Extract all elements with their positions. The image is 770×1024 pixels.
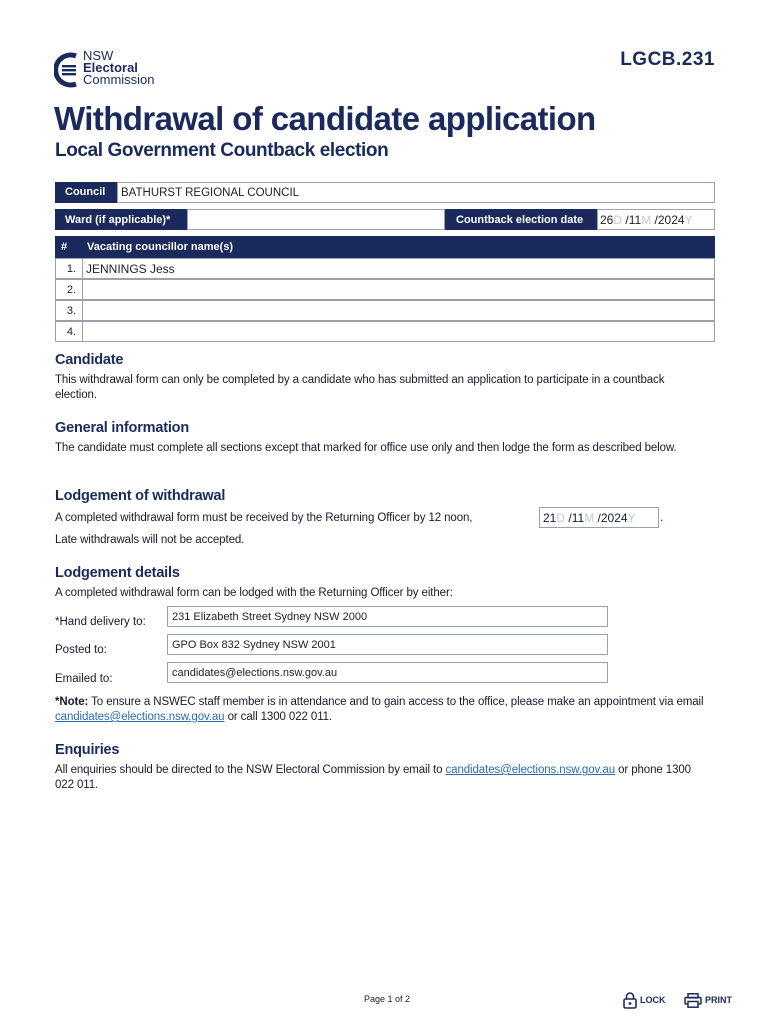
councillor-name-input[interactable]: JENNINGS Jess	[82, 258, 715, 279]
posted-to-input[interactable]: GPO Box 832 Sydney NSW 2001	[167, 634, 608, 655]
deadline-year-ghost: Y	[627, 511, 636, 525]
logo-line-3: Commission	[83, 72, 155, 87]
printer-icon	[684, 993, 702, 1008]
note-label: *Note:	[55, 696, 89, 708]
deadline-day-ghost: D	[556, 511, 566, 525]
deadline-month-ghost: M	[584, 511, 595, 525]
deadline-day: 21	[543, 511, 557, 525]
deadline-sep-1: /	[568, 511, 572, 525]
late-withdrawal-text: Late withdrawals will not be accepted.	[55, 534, 245, 546]
withdrawal-deadline-date-input[interactable]	[539, 507, 659, 528]
table-row	[55, 258, 715, 279]
table-row	[55, 300, 715, 321]
countback-day: 26	[600, 213, 614, 227]
candidate-heading: Candidate	[55, 352, 124, 368]
councillor-name-input[interactable]	[82, 279, 715, 300]
print-label: PRINT	[705, 995, 732, 1005]
table-header-name: Vacating councillor name(s)	[87, 241, 234, 253]
table-row	[55, 279, 715, 300]
ward-label: Ward (if applicable)*	[55, 209, 187, 230]
table-header-number: #	[61, 241, 68, 253]
lock-label: LOCK	[640, 995, 666, 1005]
countback-sep-2: /	[654, 213, 658, 227]
nswec-logo	[54, 50, 174, 92]
councillor-name-input[interactable]	[82, 300, 715, 321]
lodgement-note	[55, 695, 705, 725]
hand-delivery-input[interactable]: 231 Elizabeth Street Sydney NSW 2000	[167, 606, 608, 627]
hand-delivery-label: *Hand delivery to:	[55, 616, 146, 628]
row-number: 4.	[55, 321, 82, 342]
table-row	[55, 321, 715, 342]
emailed-to-input[interactable]: candidates@elections.nsw.gov.au	[167, 662, 608, 683]
countback-date-input[interactable]	[597, 209, 715, 230]
lodgement-deadline-text: A completed withdrawal form must be received by the Returning Officer by 12 noon,	[55, 512, 473, 524]
candidate-text: This withdrawal form can only be completed by a candidate who has submitted an application to participate in a countback election.	[55, 374, 665, 401]
print-button[interactable]	[684, 990, 732, 1010]
nswec-logo-icon	[54, 52, 80, 88]
general-info-heading: General information	[55, 420, 189, 436]
lock-button[interactable]	[623, 990, 666, 1010]
enquiries-text-after: or phone 1300 022 011.	[55, 764, 691, 791]
lodgement-details-intro: A completed withdrawal form can be lodged with the Returning Officer by either:	[55, 587, 453, 599]
emailed-to-label: Emailed to:	[55, 673, 113, 685]
logo-line-1: NSW	[83, 48, 114, 63]
deadline-sep-2: /	[597, 511, 601, 525]
council-label: Council	[55, 182, 117, 203]
row-number: 2.	[55, 279, 82, 300]
row-number: 1.	[55, 258, 82, 279]
countback-year: 2024	[657, 213, 685, 227]
countback-month-ghost: M	[641, 213, 652, 227]
note-text: To ensure a NSWEC staff member is in attendance and to gain access to the office, please make an appointment via email	[88, 696, 704, 708]
note-email-link[interactable]: candidates@elections.nsw.gov.au	[55, 711, 225, 723]
lodgement-details-heading: Lodgement details	[55, 565, 180, 581]
enquiries-text	[55, 763, 705, 793]
page-number: Page 1 of 2	[364, 994, 411, 1004]
enquiries-text-before: All enquiries should be directed to the NSW Electoral Commission by email to	[55, 764, 446, 776]
countback-year-ghost: Y	[684, 213, 693, 227]
logo-wordmark	[83, 50, 155, 86]
councillor-name-input[interactable]	[82, 321, 715, 342]
page-subtitle: Local Government Countback election	[55, 140, 389, 161]
council-input[interactable]: BATHURST REGIONAL COUNCIL	[117, 182, 715, 203]
deadline-year: 2024	[600, 511, 628, 525]
countback-sep-1: /	[625, 213, 629, 227]
form-code: LGCB.231	[620, 49, 715, 70]
general-info-text: The candidate must complete all sections except that marked for office use only and then lodge the form as described below.	[55, 442, 677, 454]
row-number: 3.	[55, 300, 82, 321]
lodgement-withdrawal-heading: Lodgement of withdrawal	[55, 488, 226, 504]
countback-month: 11	[628, 213, 642, 227]
countback-date-label: Countback election date	[445, 209, 597, 230]
posted-to-label: Posted to:	[55, 644, 107, 656]
deadline-month: 11	[571, 511, 585, 525]
lock-icon	[623, 992, 637, 1009]
page-title: Withdrawal of candidate application	[54, 100, 596, 137]
logo-line-2: Electoral	[83, 60, 138, 75]
councillor-table-header	[55, 236, 715, 258]
countback-day-ghost: D	[613, 213, 623, 227]
note-after-text: or call 1300 022 011.	[224, 711, 333, 723]
enquiries-email-link[interactable]: candidates@elections.nsw.gov.au	[445, 764, 615, 776]
deadline-period: .	[660, 510, 664, 524]
ward-input[interactable]	[187, 209, 445, 230]
enquiries-heading: Enquiries	[55, 742, 120, 758]
